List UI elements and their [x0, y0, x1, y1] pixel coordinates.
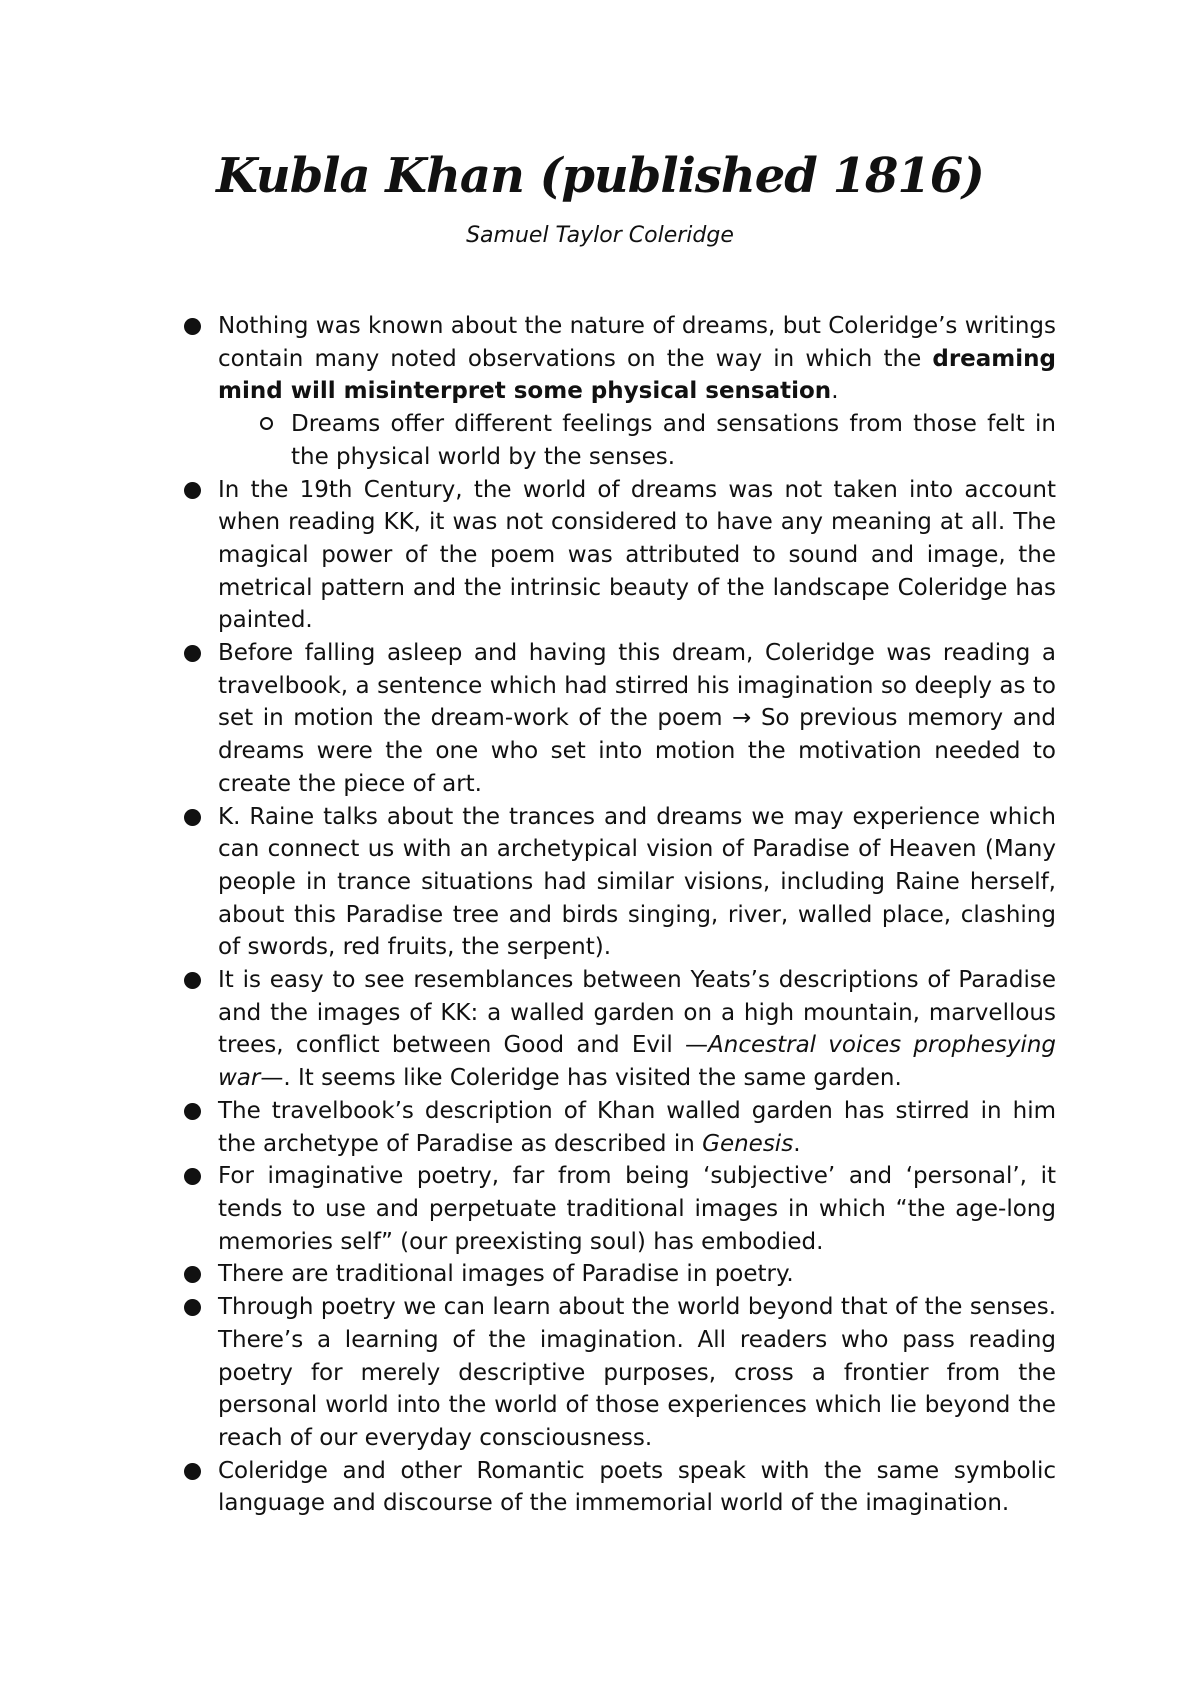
bullet-text: There are traditional images of Paradise in poetry.	[218, 1261, 794, 1288]
bullet-item-2	[218, 474, 1056, 638]
bullet-item-4	[218, 801, 1056, 965]
document-author: Samuel Taylor Coleridge	[466, 223, 734, 248]
bullet-item-8	[218, 1258, 1056, 1291]
filled-bullet-icon	[184, 1103, 201, 1120]
bullet-text: Nothing was known about the nature of dreams, but Coleridge’s writings contain many noted observations on the way in which the	[218, 313, 1056, 372]
bullet-text: In the 19th Century, the world of dreams was not taken into account when reading KK, it was not considered to have any meaning at all. The magical power of the poem was attributed to sound and image, the metrical pattern and the intrinsic beauty of the landscape Coleridge has painted.	[218, 476, 1056, 634]
filled-bullet-icon	[184, 1266, 201, 1283]
filled-bullet-icon	[184, 645, 201, 662]
bullet-text: It is easy to see resemblances between Yeats’s descriptions of Paradise and the images of KK: a walled garden on a high mountain, marvellous trees, conflict between Good and Evil —	[218, 967, 1056, 1059]
bullet-text: The travelbook’s description of Khan walled garden has stirred in him the archetype of Paradise as described in	[218, 1097, 1056, 1157]
bullet-item-1	[218, 310, 1056, 474]
filled-bullet-icon	[184, 809, 201, 826]
bullet-text-end: .	[793, 1130, 801, 1157]
filled-bullet-icon	[184, 482, 201, 499]
bullet-item-7	[218, 1160, 1056, 1258]
bullet-text-end: —. It seems like Coleridge has visited the same garden.	[260, 1065, 902, 1092]
bullet-item-5	[218, 964, 1056, 1095]
bullet-item-10	[218, 1455, 1056, 1520]
bullet-text: Through poetry we can learn about the world beyond that of the senses. There’s a learning of the imagination. All readers who pass reading poetry for merely descriptive purposes, cross a frontier from the personal world into the world of those experiences which lie beyond the reach of our everyday consciousness.	[218, 1294, 1056, 1451]
document-body	[218, 310, 1056, 1520]
bullet-item-9	[218, 1291, 1056, 1455]
bullet-text-end: .	[831, 378, 839, 405]
bullet-item-6	[218, 1095, 1056, 1160]
sub-bullet-item	[291, 408, 1056, 473]
hollow-bullet-icon	[260, 417, 273, 430]
bullet-item-3	[218, 637, 1056, 801]
bullet-italic-quote: Ancestral voices prophesying war	[218, 1032, 1056, 1092]
filled-bullet-icon	[184, 1299, 201, 1316]
bullet-text: Before falling asleep and having this dream, Coleridge was reading a travelbook, a sentence which had stirred his imagination so deeply as to set in motion the dream-work of the poem → So previous memory and dreams were the one who set into motion the motivation needed to create the piece of art.	[218, 640, 1056, 797]
bullet-text: Coleridge and other Romantic poets speak with the same symbolic language and discourse of the immemorial world of the imagination.	[218, 1457, 1056, 1517]
sub-bullet-list	[218, 408, 1056, 473]
bullet-text: For imaginative poetry, far from being ‘subjective’ and ‘personal’, it tends to use and perpetuate traditional images in which “the age-long memories self” (our preexisting soul) has embodied.	[218, 1163, 1056, 1255]
bullet-text: K. Raine talks about the trances and dreams we may experience which can connect us with an archetypical vision of Paradise of Heaven (Many people in trance situations had similar visions, including Raine herself, about this Paradise tree and birds singing, river, walled place, clashing of swords, red fruits, the serpent).	[218, 803, 1056, 961]
filled-bullet-icon	[184, 1463, 201, 1480]
filled-bullet-icon	[184, 1168, 201, 1185]
bullet-list	[218, 310, 1056, 1520]
document-title: Kubla Khan (published 1816)	[216, 148, 984, 204]
bullet-italic-title: Genesis	[702, 1130, 794, 1157]
filled-bullet-icon	[184, 972, 201, 989]
filled-bullet-icon	[184, 318, 201, 335]
sub-bullet-text: Dreams offer different feelings and sensations from those felt in the physical world by the senses.	[291, 411, 1056, 470]
bullet-bold-text: dreaming mind will misinterpret some physical sensation	[218, 345, 1056, 405]
